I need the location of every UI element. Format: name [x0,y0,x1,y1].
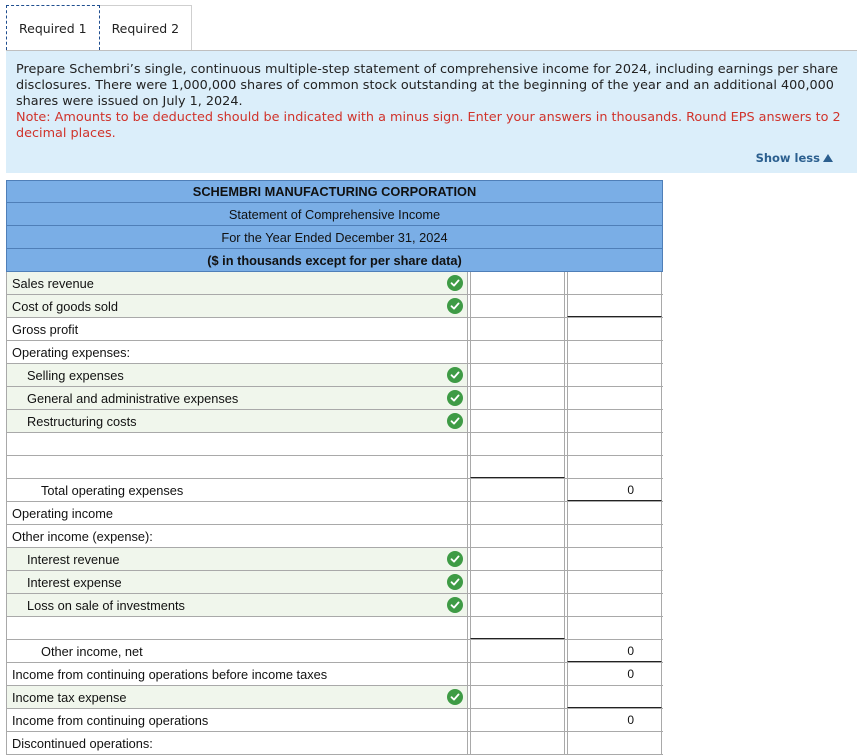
amount-input-col1[interactable] [470,617,565,639]
account-dropdown[interactable] [6,341,468,363]
statement-units: ($ in thousands except for per share data) [6,249,663,272]
account-label: Operating expenses: [12,344,131,360]
account-dropdown[interactable] [6,410,468,432]
statement-row [6,548,663,571]
statement-row [6,617,663,640]
amount-input-col1[interactable] [470,410,565,432]
amount-input-col1[interactable] [470,732,565,754]
account-label: Operating income [12,505,114,521]
statement-row [6,732,663,755]
account-label: Income tax expense [12,689,127,705]
amount-input-col1[interactable] [470,709,565,731]
amount-input-col2[interactable]: 0 [567,479,662,501]
statement-row [6,410,663,433]
amount-input-col2[interactable] [567,433,662,455]
amount-input-col1[interactable] [470,663,565,685]
amount-input-col1[interactable] [470,318,565,340]
correct-check-icon [447,689,463,705]
correct-check-icon [447,597,463,613]
statement-row [6,594,663,617]
account-label: General and administrative expenses [27,390,239,406]
account-label: Other income, net [41,643,143,659]
account-label: Discontinued operations: [12,735,153,751]
statement-row [6,272,663,295]
statement-row [6,341,663,364]
account-label: Income from continuing operations [12,712,209,728]
correct-check-icon [447,551,463,567]
account-dropdown[interactable] [6,548,468,570]
amount-input-col2[interactable] [567,617,662,639]
account-label: Interest expense [27,574,122,590]
account-label: Restructuring costs [27,413,137,429]
amount-input-col1[interactable] [470,686,565,708]
amount-input-col2[interactable] [567,732,662,754]
amount-input-col2[interactable] [567,456,662,478]
amount-input-col2[interactable]: 0 [567,709,662,731]
account-dropdown[interactable] [6,525,468,547]
statement-company: SCHEMBRI MANUFACTURING CORPORATION [6,180,663,203]
statement-row [6,571,663,594]
amount-input-col2[interactable] [567,571,662,593]
statement-row [6,663,663,686]
amount-input-col1[interactable] [470,594,565,616]
amount-input-col2[interactable] [567,502,662,524]
account-dropdown[interactable] [6,709,468,731]
account-dropdown[interactable] [6,594,468,616]
account-dropdown[interactable] [6,571,468,593]
account-dropdown[interactable] [6,433,468,455]
account-label: Total operating expenses [41,482,184,498]
amount-input-col2[interactable] [567,272,662,294]
instructions-text: Prepare Schembri’s single, continuous multiple-step statement of comprehensive income for 2024, including earnings per share disclosures. There were 1,000,000 shares of common stock outstanding at the beginning of the year and an additional 400,000 shares were issued on July 1, 2024. [16,62,838,109]
statement-row [6,479,663,502]
show-less-link[interactable] [756,151,833,165]
amount-input-col1[interactable] [470,387,565,409]
statement-row [6,686,663,709]
statement-row [6,295,663,318]
amount-input-col1[interactable] [470,364,565,386]
account-dropdown[interactable] [6,364,468,386]
account-dropdown[interactable] [6,318,468,340]
correct-check-icon [447,367,463,383]
tab-bar [6,5,192,50]
correct-check-icon [447,390,463,406]
account-dropdown[interactable] [6,295,468,317]
amount-input-col1[interactable] [470,341,565,363]
statement-row [6,709,663,732]
statement-period: For the Year Ended December 31, 2024 [6,226,663,249]
statement-row [6,318,663,341]
show-less-label: Show less [755,151,820,165]
account-label: Sales revenue [12,275,94,291]
caret-up-icon [823,154,833,162]
account-label: Interest revenue [27,551,120,567]
account-dropdown[interactable] [6,663,468,685]
account-dropdown[interactable] [6,640,468,662]
statement-row [6,456,663,479]
account-dropdown[interactable] [6,272,468,294]
amount-input-col2[interactable] [567,548,662,570]
account-dropdown[interactable] [6,732,468,754]
tab-required-2[interactable]: Required 2 [100,5,193,50]
amount-input-col1[interactable] [470,525,565,547]
correct-check-icon [447,574,463,590]
amount-input-col2[interactable]: 0 [567,663,662,685]
amount-input-col1[interactable] [470,502,565,524]
income-statement [6,180,663,755]
amount-input-col1[interactable] [470,479,565,501]
amount-input-col1[interactable] [470,456,565,478]
amount-input-col2[interactable] [567,318,662,340]
account-dropdown[interactable] [6,456,468,478]
account-label: Other income (expense): [12,528,153,544]
account-label: Cost of goods sold [12,298,118,314]
amount-input-col2[interactable] [567,364,662,386]
amount-input-col1[interactable] [470,433,565,455]
amount-input-col1[interactable] [470,295,565,317]
amount-input-col2[interactable] [567,387,662,409]
correct-check-icon [447,413,463,429]
amount-input-col1[interactable] [470,272,565,294]
account-dropdown[interactable] [6,617,468,639]
account-label: Selling expenses [27,367,124,383]
account-label: Income from continuing operations before income taxes [12,666,328,682]
correct-check-icon [447,275,463,291]
amount-input-col2[interactable] [567,341,662,363]
instructions-note: Note: Amounts to be deducted should be indicated with a minus sign. Enter your answers in thousands. Round EPS answers to 2 decimal places. [16,110,841,141]
tab-required-1[interactable]: Required 1 [6,5,100,50]
account-label: Gross profit [12,321,79,337]
amount-input-col1[interactable] [470,571,565,593]
statement-row [6,387,663,410]
account-dropdown[interactable] [6,502,468,524]
statement-row [6,640,663,663]
amount-input-col2[interactable] [567,295,662,317]
account-dropdown[interactable] [6,686,468,708]
correct-check-icon [447,298,463,314]
statement-row [6,502,663,525]
statement-row [6,525,663,548]
statement-rows [6,272,663,755]
amount-input-col2[interactable] [567,686,662,708]
amount-input-col1[interactable] [470,640,565,662]
amount-input-col2[interactable] [567,410,662,432]
amount-input-col2[interactable] [567,525,662,547]
instructions-panel [6,51,857,173]
statement-row [6,433,663,456]
account-dropdown[interactable] [6,387,468,409]
account-dropdown[interactable] [6,479,468,501]
amount-input-col2[interactable] [567,594,662,616]
statement-row [6,364,663,387]
statement-title: Statement of Comprehensive Income [6,203,663,226]
account-label: Loss on sale of investments [27,597,185,613]
amount-input-col2[interactable]: 0 [567,640,662,662]
amount-input-col1[interactable] [470,548,565,570]
